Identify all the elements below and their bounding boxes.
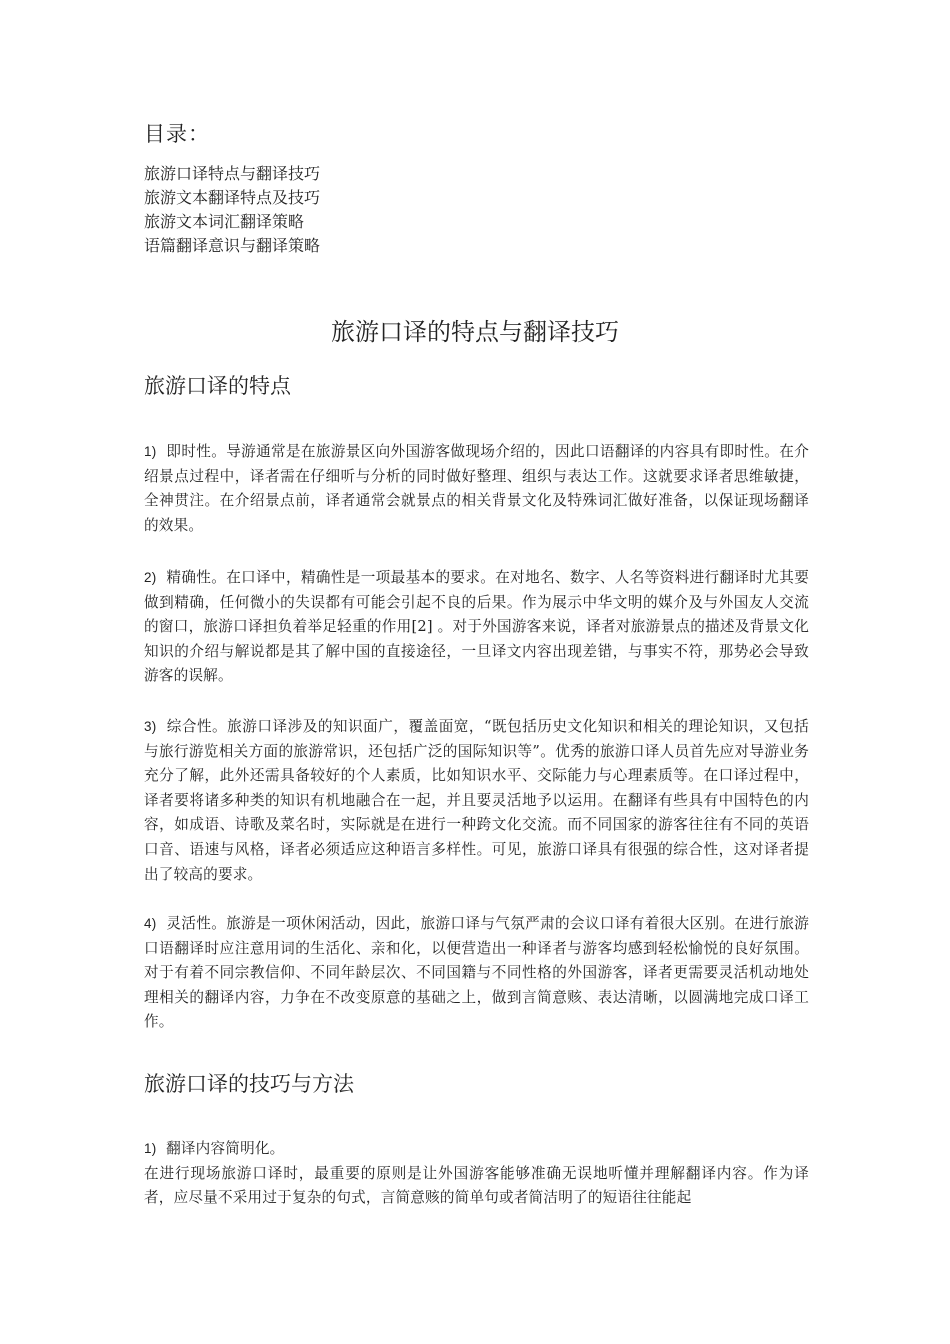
item-number: 1) bbox=[144, 444, 157, 459]
toc-item[interactable]: 旅游文本翻译特点及技巧 bbox=[144, 188, 321, 207]
paragraph-immediacy bbox=[144, 440, 809, 538]
paragraph-text: 综合性。旅游口译涉及的知识面广，覆盖面宽，“既包括历史文化知识和相关的理论知识，又包括与旅行游览相关方面的旅游常识，还包括广泛的国际知识等”。优秀的旅游口译人员首先应对导游业务充分了解，此外还需具备较好的个人素质，比如知识水平、交际能力与心理素质等。在口译过程中，译者要将诸多种类的知识有机地融合在一起，并且要灵活地予以运用。在翻译有些具有中国特色的内容，如成语、诗歌及菜名时，实际就是在进行一种跨文化交流。而不同国家的游客往往有不同的英语口音、语速与风格，译者必须适应这种语言多样性。可见，旅游口译具有很强的综合性，这对译者提出了较高的要求。 bbox=[144, 718, 809, 883]
section-heading-features: 旅游口译的特点 bbox=[144, 374, 291, 398]
paragraph-text: 在进行现场旅游口译时，最重要的原则是让外国游客能够准确无误地听懂并理解翻译内容。作为译者，应尽量不采用过于复杂的句式，言简意赅的简单句或者简洁明了的短语往往能起 bbox=[144, 1164, 809, 1207]
toc-item[interactable]: 语篇翻译意识与翻译策略 bbox=[144, 236, 321, 255]
section-heading-techniques: 旅游口译的技巧与方法 bbox=[144, 1072, 354, 1096]
paragraph-flexibility bbox=[144, 912, 809, 1035]
article-title: 旅游口译的特点与翻译技巧 bbox=[331, 318, 619, 346]
toc-item[interactable]: 旅游文本词汇翻译策略 bbox=[144, 212, 305, 231]
item-number: 4) bbox=[144, 916, 157, 931]
paragraph-text: 即时性。导游通常是在旅游景区向外国游客做现场介绍的，因此口语翻译的内容具有即时性。在介绍景点过程中，译者需在仔细听与分析的同时做好整理、组织与表达工作。这就要求译者思维敏捷，全神贯注。在介绍景点前，译者通常会就景点的相关背景文化及特殊词汇做好准备，以保证现场翻译的效果。 bbox=[144, 443, 809, 534]
toc-list bbox=[144, 162, 320, 258]
toc-title: 目录： bbox=[144, 122, 210, 146]
item-number: 3) bbox=[144, 719, 157, 734]
paragraph-comprehensiveness bbox=[144, 715, 809, 887]
item-number: 1) bbox=[144, 1141, 157, 1156]
paragraph-text: 灵活性。旅游是一项休闲活动，因此，旅游口译与气氛严肃的会议口译有着很大区别。在进行旅游口语翻译时应注意用词的生活化、亲和化，以便营造出一种译者与游客均感到轻松愉悦的良好氛围。对于有着不同宗教信仰、不同年龄层次、不同国籍与不同性格的外国游客，译者更需要灵活机动地处理相关的翻译内容，力争在不改变原意的基础之上，做到言简意赅、表达清晰，以圆满地完成口译工作。 bbox=[144, 915, 809, 1031]
technique-item bbox=[144, 1137, 809, 1211]
paragraph-text: 精确性。在口译中，精确性是一项最基本的要求。在对地名、数字、人名等资料进行翻译时尤其要做到精确，任何微小的失误都有可能会引起不良的后果。作为展示中华文明的媒介及与外国友人交流的窗口，旅游口译担负着举足轻重的作用[2] 。对于外国游客来说，译者对旅游景点的描述及背景文化知识的介绍与解说都是其了解中国的直接途径，一旦译文内容出现差错，与事实不符，那势必会导致游客的误解。 bbox=[144, 569, 809, 685]
toc-item[interactable]: 旅游口译特点与翻译技巧 bbox=[144, 164, 321, 183]
item-number: 2) bbox=[144, 570, 157, 585]
paragraph-accuracy bbox=[144, 566, 809, 689]
technique-title: 翻译内容简明化。 bbox=[166, 1140, 285, 1157]
